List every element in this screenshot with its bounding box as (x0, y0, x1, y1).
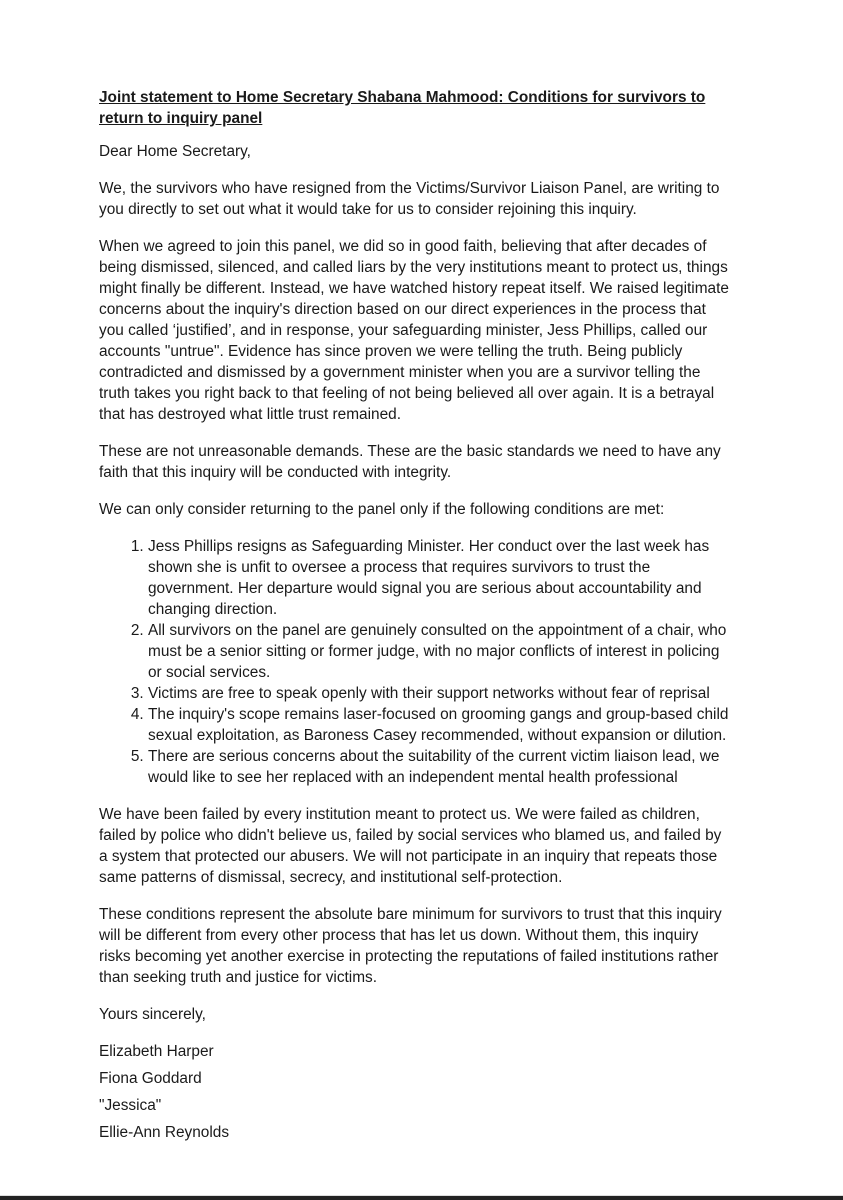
paragraph: These conditions represent the absolute bare minimum for survivors to trust that this inquiry will be different from every other process that has let us down. Without them, this inquiry risks becoming yet another exercise in protecting the reputations of failed institutions rather than seeking truth and justice for victims. (99, 906, 722, 986)
signatory: Fiona Goddard (99, 1070, 202, 1087)
condition-item: 1. Jess Phillips resigns as Safeguarding Minister. Her conduct over the last week has shown she is unfit to oversee a process that requires survivors to trust the government. Her departure would signal you are serious about accountability and changing direction. (148, 536, 731, 620)
page-edge-divider (0, 1195, 843, 1200)
signatory: "Jessica" (99, 1097, 162, 1114)
paragraph: We have been failed by every institution meant to protect us. We were failed as children, failed by police who didn't believe us, failed by social services who blamed us, and failed by a system that protected our abusers. We will not participate in an inquiry that repeats those same patterns of dismissal, secrecy, and institutional self-protection. (99, 806, 722, 886)
condition-item: 3. Victims are free to speak openly with their support networks without fear of reprisal (148, 683, 731, 704)
letter-title: Joint statement to Home Secretary Shabana Mahmood: Conditions for survivors to return to inquiry panel (99, 89, 706, 127)
paragraph: We, the survivors who have resigned from the Victims/Survivor Liaison Panel, are writing to you directly to set out what it would take for us to consider rejoining this inquiry. (99, 180, 720, 218)
salutation: Dear Home Secretary, (99, 143, 251, 160)
signatory: Elizabeth Harper (99, 1043, 214, 1060)
paragraph: These are not unreasonable demands. These are the basic standards we need to have any faith that this inquiry will be conducted with integrity. (99, 443, 721, 481)
signatory: Ellie-Ann Reynolds (99, 1124, 230, 1141)
paragraph: We can only consider returning to the panel only if the following conditions are met: (99, 501, 665, 518)
condition-item: 4. The inquiry's scope remains laser-focused on grooming gangs and group-based child sexual exploitation, as Baroness Casey recommended, without expansion or dilution. (148, 704, 731, 746)
letter (99, 87, 731, 1149)
signoff: Yours sincerely, (99, 1006, 206, 1023)
paragraph: When we agreed to join this panel, we did so in good faith, believing that after decades of being dismissed, silenced, and called liars by the very institutions meant to protect us, things might finally be different. Instead, we have watched history repeat itself. We raised legitimate concerns about the inquiry's direction based on our direct experiences in the process that you called ‘justified’, and in response, your safeguarding minister, Jess Phillips, called our accounts "untrue". Evidence has since proven we were telling the truth. Being publicly contradicted and dismissed by a government minister when you are a survivor telling the truth takes you right back to that feeling of not being believed all over again. It is a betrayal that has destroyed what little trust remained. (99, 238, 729, 423)
condition-item: 5. There are serious concerns about the suitability of the current victim liaison lead, we would like to see her replaced with an independent mental health professional (148, 746, 731, 788)
condition-item: 2. All survivors on the panel are genuinely consulted on the appointment of a chair, who must be a senior sitting or former judge, with no major conflicts of interest in policing or social services. (148, 620, 731, 683)
signatories (99, 1041, 731, 1143)
conditions-list (99, 536, 731, 788)
